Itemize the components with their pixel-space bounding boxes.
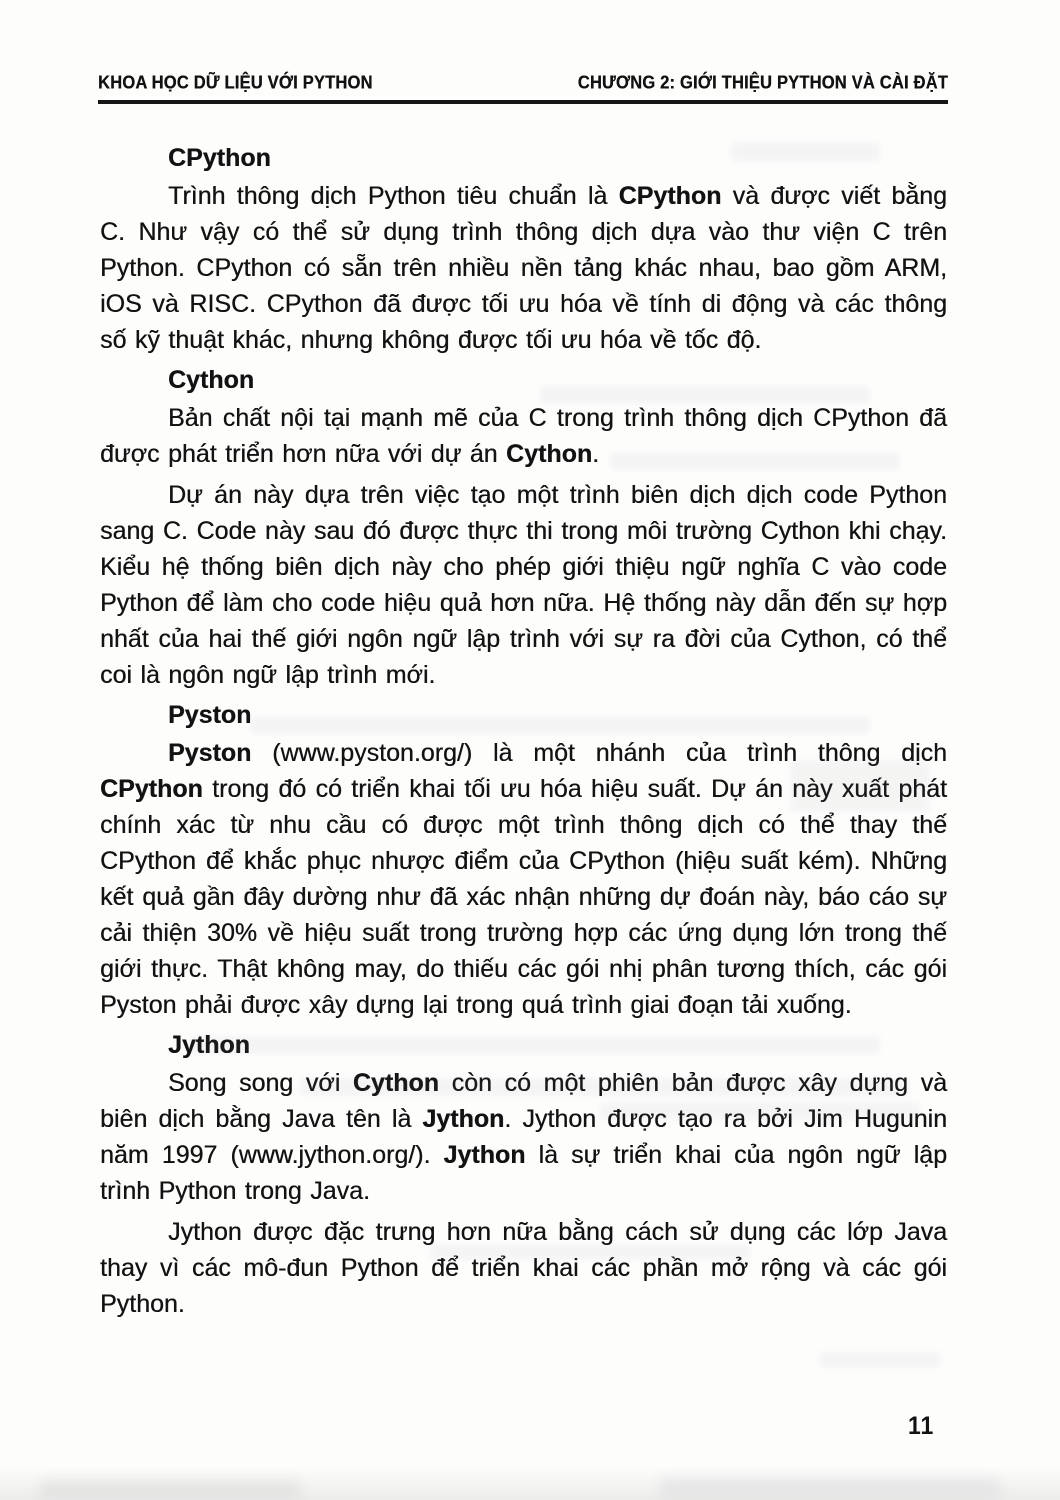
paragraph: Jython được đặc trưng hơn nữa bằng cách sử dụng các lớp Java thay vì các mô-đun Python để triển khai các phần mở rộng và các gói Python. [100, 1218, 947, 1318]
paragraph: Pyston (www.pyston.org/) là một nhánh của trình thông dịch CPython trong đó có triển khai tối ưu hóa hiệu suất. Dự án này xuất phát chính xác từ nhu cầu có được một trình thông dịch có thể thay thế CPython để khắc phục nhược điểm của CPython (hiệu suất kém). Những kết quả gần đây dường như đã xác nhận những dự đoán này, báo cáo sự cải thiện 30% về hiệu suất trong trường hợp các ứng dụng lớn trong thế giới thực. Thật không may, do thiếu các gói nhị phân tương thích, các gói Pyston phải được xây dựng lại trong quá trình giai đoạn tải xuống. [100, 739, 947, 1019]
paragraph: Song song với Cython còn có một phiên bản được xây dựng và biên dịch bằng Java tên là Jython. Jython được tạo ra bởi Jim Hugunin năm 1997 (www.jython.org/). Jython là sự triển khai của ngôn ngữ lập trình Python trong Java. [100, 1069, 948, 1205]
section-jython [100, 1028, 947, 1322]
section-cpython [100, 141, 947, 358]
section-heading-pyston: Pyston [168, 701, 252, 729]
section-heading-cython: Cython [168, 366, 255, 394]
section-pyston [100, 698, 947, 1023]
page-body [100, 138, 947, 1327]
paragraph: Dự án này dựa trên việc tạo một trình biên dịch dịch code Python sang C. Code này sau đó được thực thi trong môi trường Cython khi chạy. Kiểu hệ thống biên dịch này cho phép giới thiệu ngữ nghĩa C vào code Python để làm cho code hiệu quả hơn nữa. Hệ thống này dẫn đến sự hợp nhất của hai thế giới ngôn ngữ lập trình với sự ra đời của Cython, có thể coi là ngôn ngữ lập trình mới. [100, 481, 947, 689]
section-heading-cpython: CPython [168, 144, 271, 172]
bleed-through-smudge [820, 1352, 940, 1368]
page-header [98, 74, 948, 104]
scan-corner-smudge-left [40, 1480, 300, 1498]
header-left-title: KHOA HỌC DỮ LIỆU VỚI PYTHON [98, 72, 373, 94]
scan-bottom-shade [0, 1466, 1060, 1500]
section-heading-jython: Jython [168, 1031, 250, 1059]
paragraph: Bản chất nội tại mạnh mẽ của C trong trình thông dịch CPython đã được phát triển hơn nữa với dự án Cython. [100, 404, 947, 468]
header-right-title: CHƯƠNG 2: GIỚI THIỆU PYTHON VÀ CÀI ĐẶT [577, 72, 948, 94]
paragraph: Trình thông dịch Python tiêu chuẩn là CPython và được viết bằng C. Như vậy có thể sử dụng trình thông dịch dựa vào thư viện C trên Python. CPython có sẵn trên nhiều nền tảng khác nhau, bao gồm ARM, iOS và RISC. CPython đã được tối ưu hóa về tính di động và các thông số kỹ thuật khác, nhưng không được tối ưu hóa về tốc độ. [100, 182, 947, 354]
section-cython [100, 363, 947, 693]
page-number: 11 [908, 1410, 935, 1440]
scan-corner-smudge-right [660, 1478, 1000, 1498]
